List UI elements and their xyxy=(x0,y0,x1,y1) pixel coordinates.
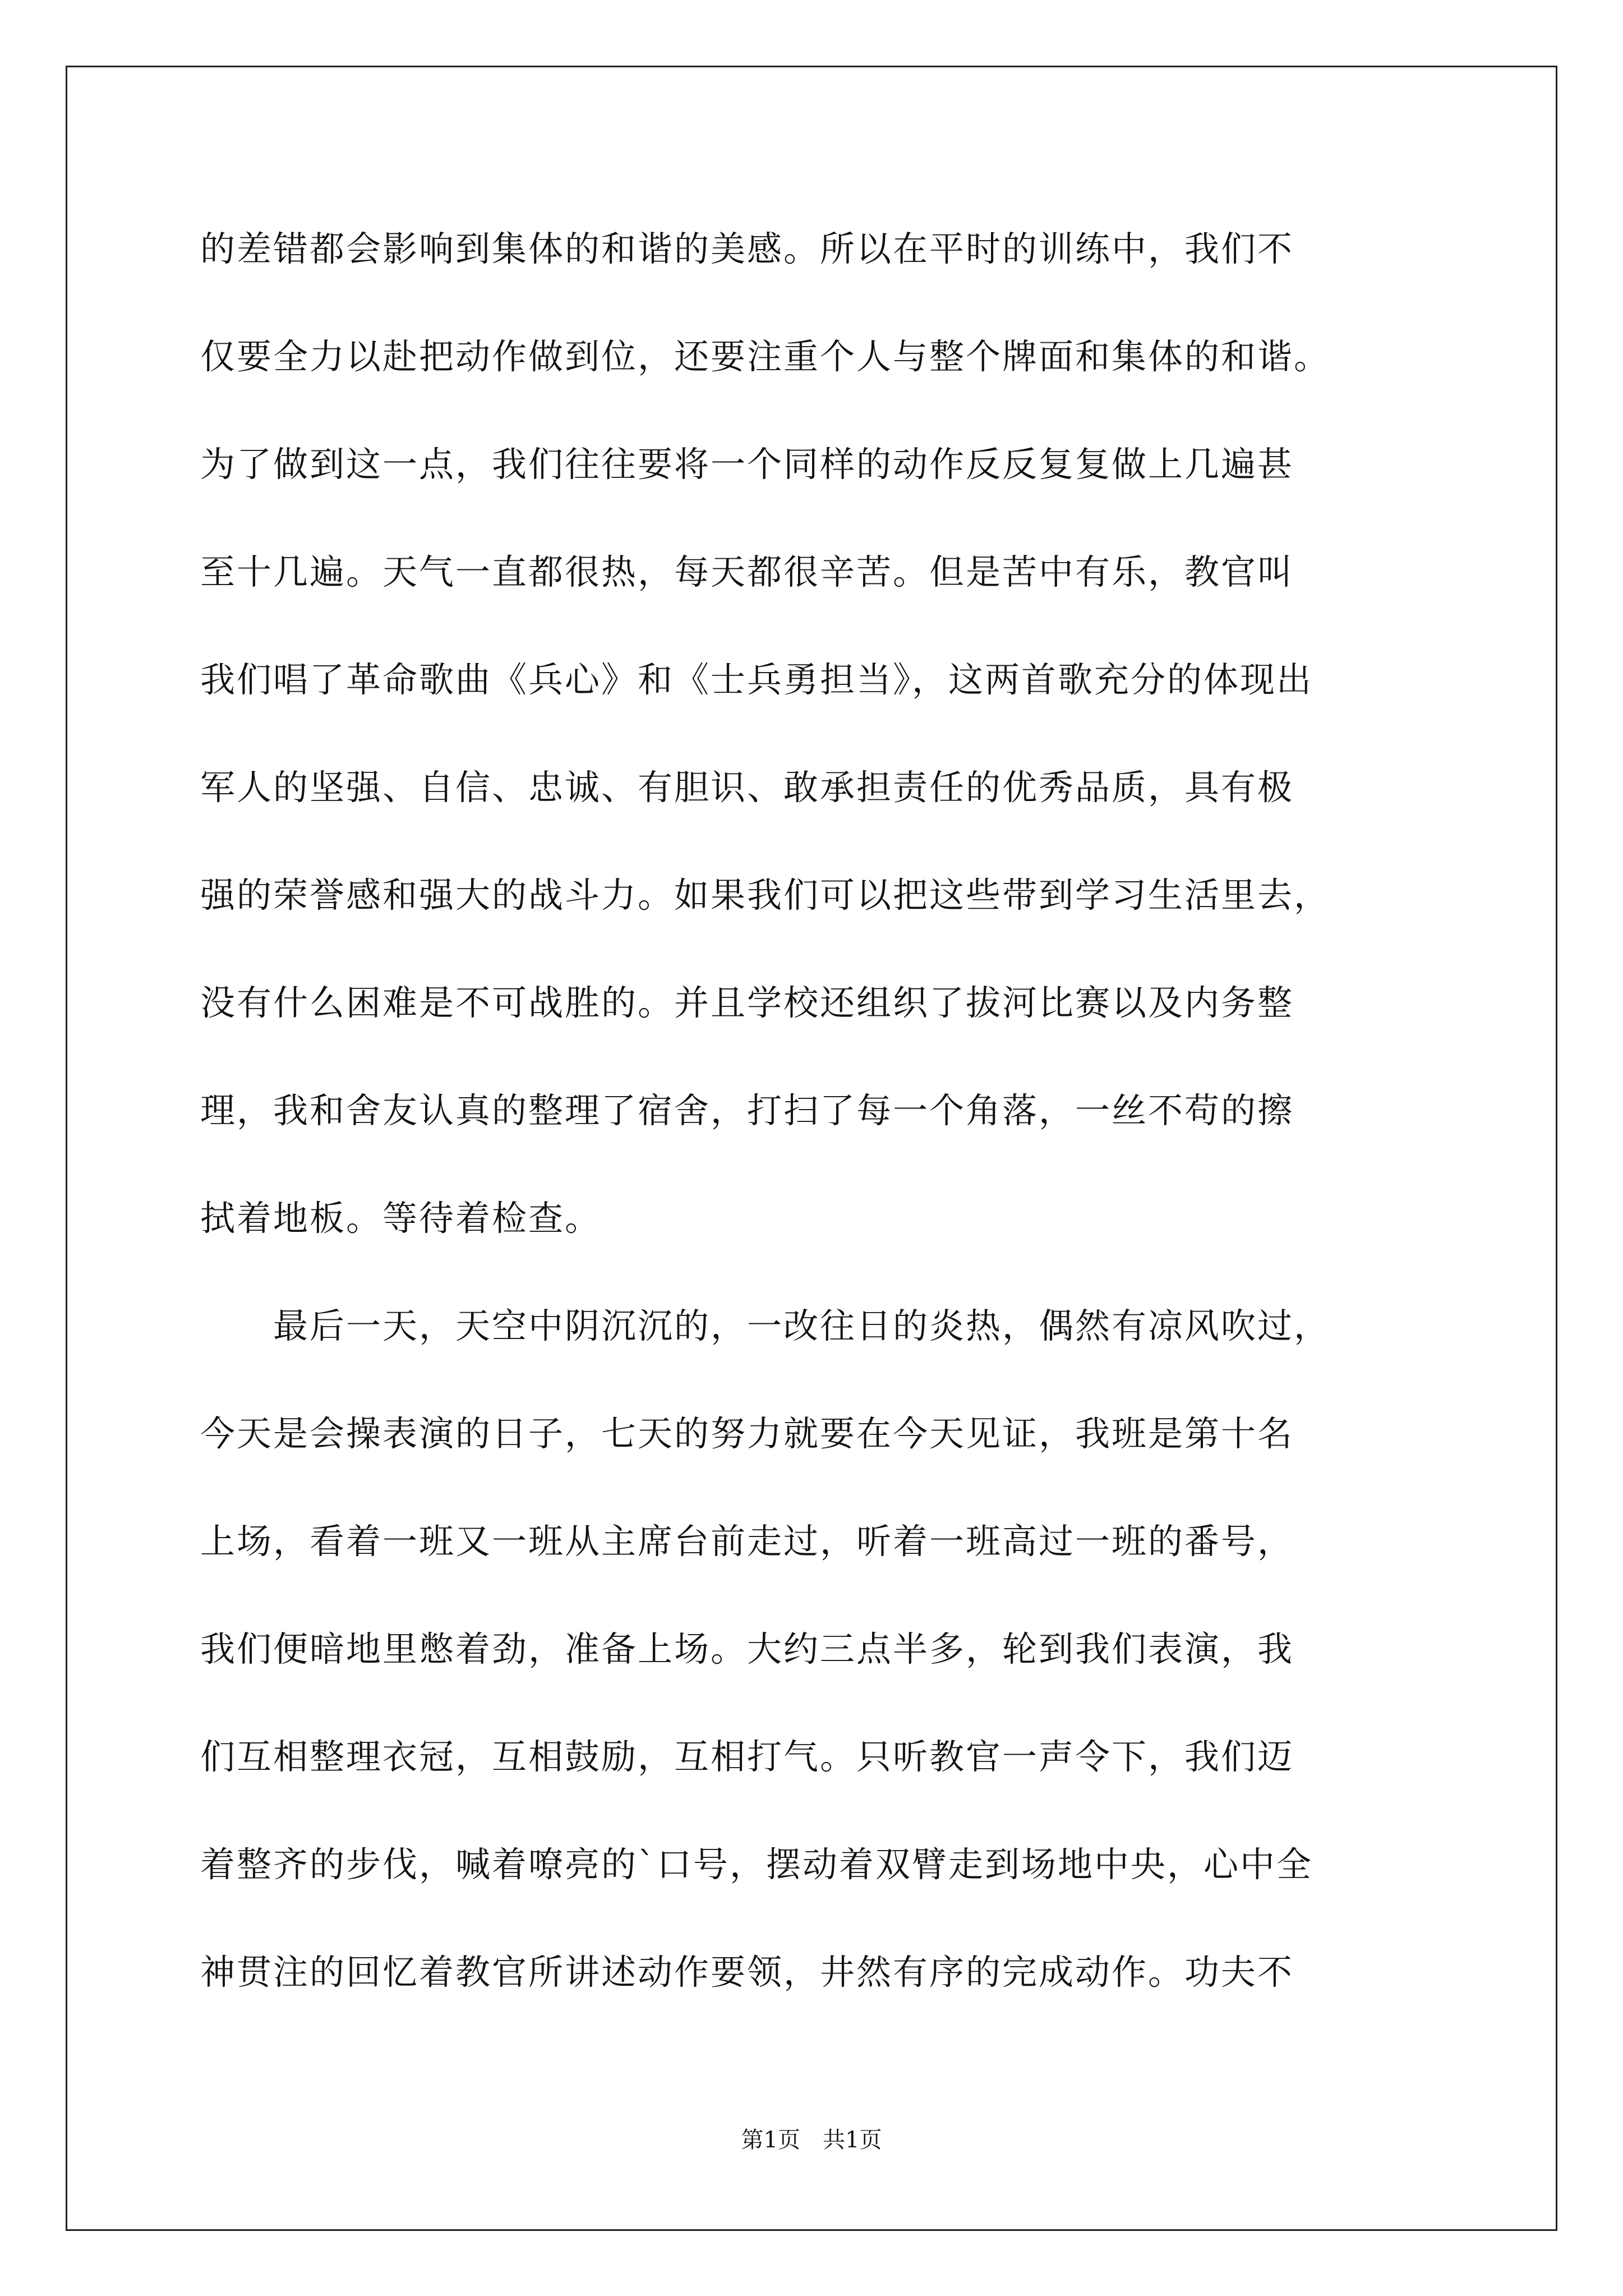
text-line: 我们便暗地里憋着劲，准备上场。大约三点半多，轮到我们表演，我 xyxy=(200,1628,1294,1669)
text-line: 最后一天，天空中阴沉沉的，一改往日的炎热，偶然有凉风吹过， xyxy=(200,1305,1331,1346)
text-line: 们互相整理衣冠，互相鼓励，互相打气。只听教官一声令下，我们迈 xyxy=(200,1736,1294,1777)
text-line: 为了做到这一点，我们往往要将一个同样的动作反反复复做上几遍甚 xyxy=(200,444,1294,485)
text-line: 神贯注的回忆着教官所讲述动作要领，井然有序的完成动作。功夫不 xyxy=(200,1952,1294,1993)
text-line: 的差错都会影响到集体的和谐的美感。所以在平时的训练中，我们不 xyxy=(200,228,1294,269)
text-line: 今天是会操表演的日子，七天的努力就要在今天见证，我班是第十名 xyxy=(200,1413,1294,1454)
text-line: 军人的坚强、自信、忠诚、有胆识、敢承担责任的优秀品质，具有极 xyxy=(200,767,1294,808)
text-line: 仅要全力以赴把动作做到位，还要注重个人与整个牌面和集体的和谐。 xyxy=(200,336,1331,377)
page-number-footer: 第1页 共1页 xyxy=(741,2127,882,2153)
text-line: 理，我和舍友认真的整理了宿舍，打扫了每一个角落，一丝不苟的擦 xyxy=(200,1090,1294,1131)
text-line: 上场，看着一班又一班从主席台前走过，听着一班高过一班的番号， xyxy=(200,1521,1294,1562)
text-line: 着整齐的步伐，喊着嘹亮的`口号，摆动着双臂走到场地中央，心中全 xyxy=(200,1844,1313,1885)
text-line: 拭着地板。等待着检查。 xyxy=(200,1198,602,1239)
text-line: 强的荣誉感和强大的战斗力。如果我们可以把这些带到学习生活里去， xyxy=(200,875,1331,915)
text-line: 至十几遍。天气一直都很热，每天都很辛苦。但是苦中有乐，教官叫 xyxy=(200,551,1294,592)
text-line: 没有什么困难是不可战胜的。并且学校还组织了拔河比赛以及内务整 xyxy=(200,982,1294,1023)
text-line: 我们唱了革命歌曲《兵心》和《士兵勇担当》，这两首歌充分的体现出 xyxy=(200,659,1313,700)
page-border xyxy=(66,66,1557,2231)
